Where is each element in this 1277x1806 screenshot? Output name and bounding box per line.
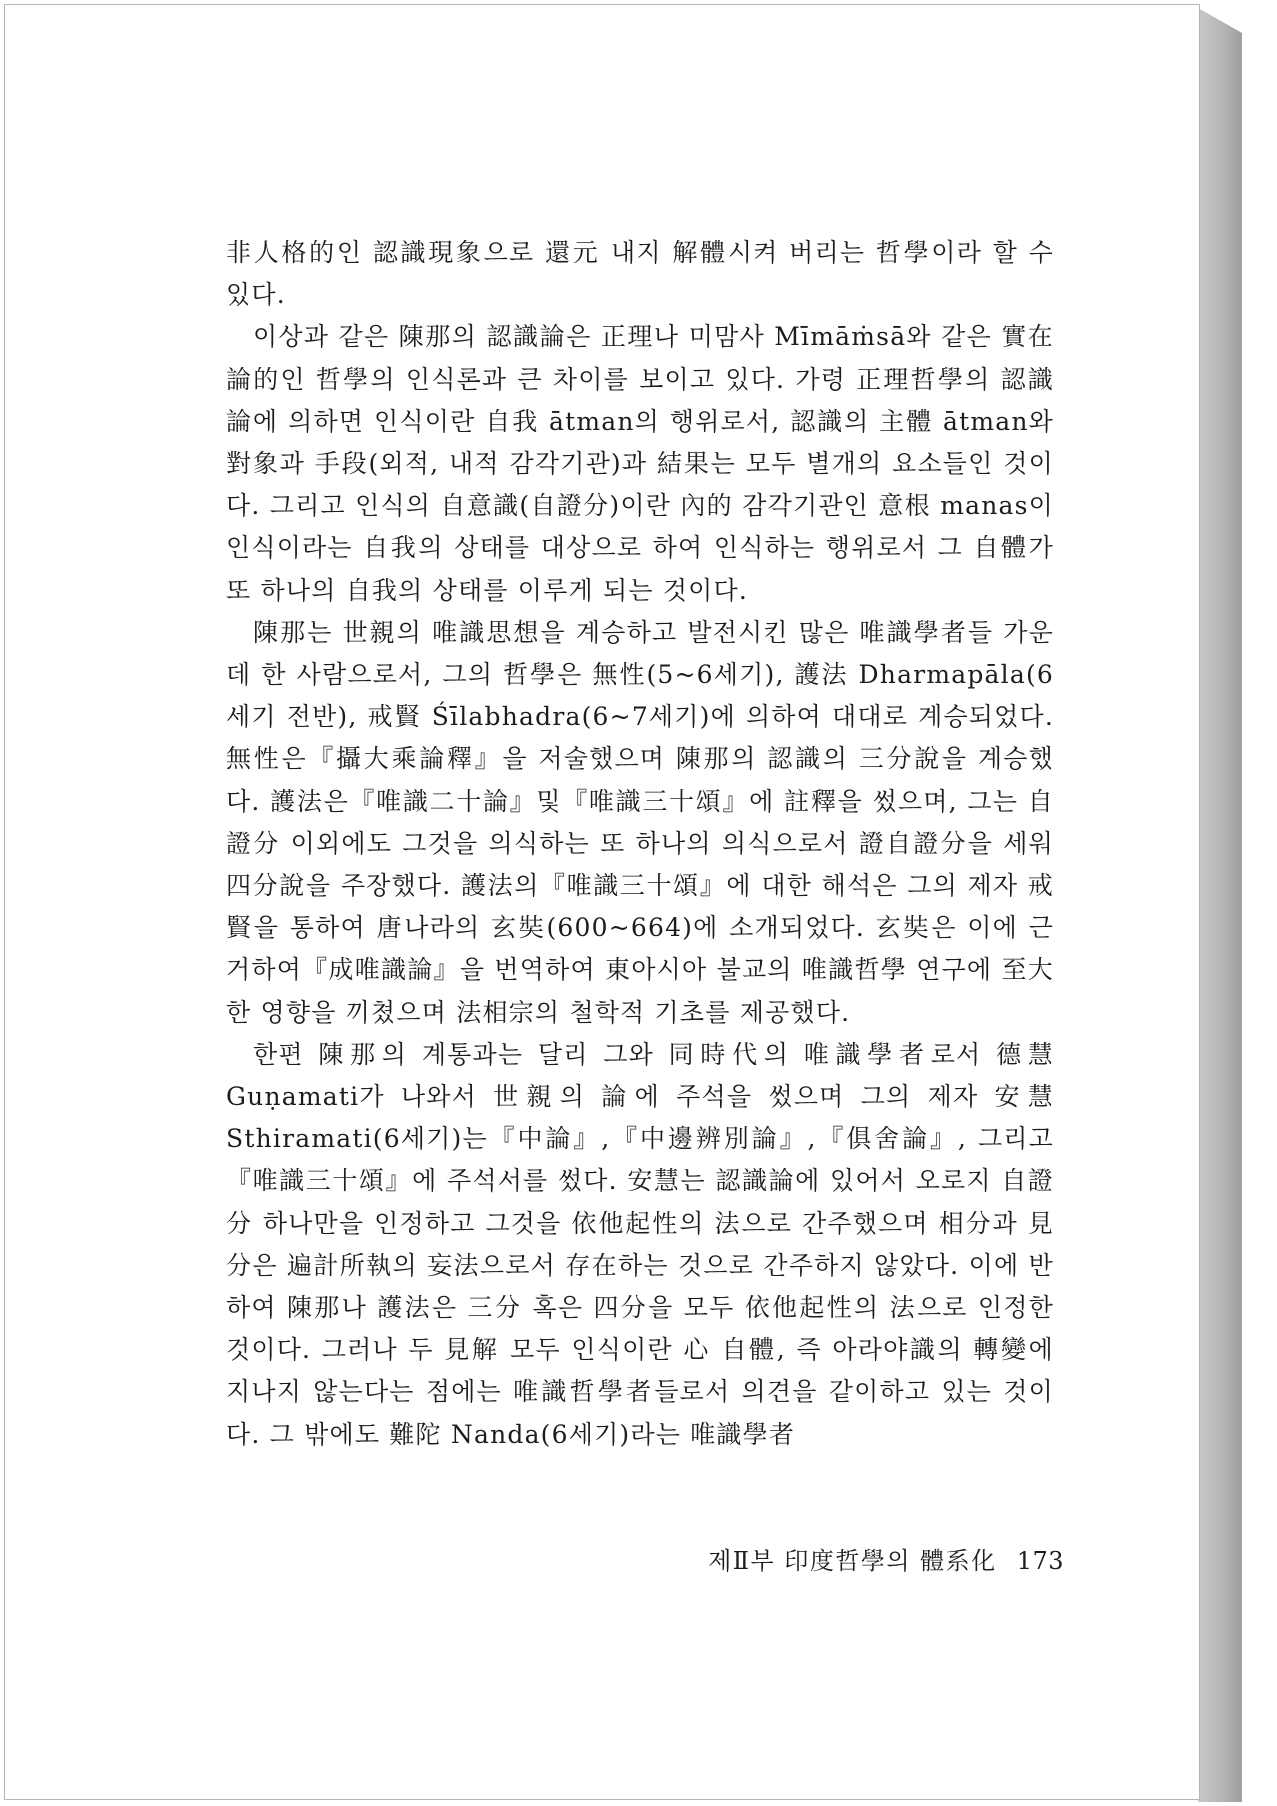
paragraph-sthiramati-school: 한편 陳那의 계통과는 달리 그와 同時代의 唯識學者로서 德慧 Guṇamati가 나와서 世親의 論에 주석을 썼으며 그의 제자 安慧 Sthiramati(6세기)는『中論』,『中邊辨別論』,『俱舍論』, 그리고『唯識三十頌』에 주석서를 썼다. 安慧는 認識論에 있어서 오로지 自證分 하나만을 인정하고 그것을 依他起性의 法으로 간주했으며 相分과 見分은 遍計所執의 妄法으로서 存在하는 것으로 간주하지 않았다. 이에 반하여 陳那나 護法은 三分 혹은 四分을 모두 依他起性의 法으로 인정한 것이다. 그러나 두 見解 모두 인식이란 心 自體, 즉 아라야識의 轉變에 지나지 않는다는 점에는 唯識哲學者들로서 의견을 같이하고 있는 것이다. 그 밖에도 難陀 Nanda(6세기)라는 唯識學者 bbox=[226, 1039, 1054, 1449]
paragraph-yogacara-lineage: 陳那는 世親의 唯識思想을 계승하고 발전시킨 많은 唯識學者들 가운데 한 사람으로서, 그의 哲學은 無性(5~6세기), 護法 Dharmapāla(6세기 전반), 戒賢 Śīlabhadra(6~7세기)에 의하여 대대로 계승되었다. 無性은『攝大乘論釋』을 저술했으며 陳那의 認識의 三分說을 계승했다. 護法은『唯識二十論』및『唯識三十頌』에 註釋을 썼으며, 그는 自證分 이외에도 그것을 의식하는 또 하나의 의식으로서 證自證分을 세워 四分說을 주장했다. 護法의『唯識三十頌』에 대한 해석은 그의 제자 戒賢을 통하여 唐나라의 玄奘(600~664)에 소개되었다. 玄奘은 이에 근거하여『成唯識論』을 번역하여 東아시아 불교의 唯識哲學 연구에 至大한 영향을 끼쳤으며 法相宗의 철학적 기초를 제공했다. bbox=[226, 617, 1054, 1027]
body-text bbox=[226, 232, 1054, 1456]
page-number: 173 bbox=[1016, 1547, 1064, 1575]
running-title: 제Ⅱ부 印度哲學의 體系化 bbox=[708, 1547, 997, 1575]
paragraph-continuation: 非人格的인 認識現象으로 還元 내지 解體시켜 버리는 哲學이라 할 수 있다. bbox=[226, 238, 1054, 310]
page-footer bbox=[676, 1541, 1064, 1576]
paragraph-dignaga-epistemology: 이상과 같은 陳那의 認識論은 正理나 미맘사 Mīmāṁsā와 같은 實在論的인 哲學의 인식론과 큰 차이를 보이고 있다. 가령 正理哲學의 認識論에 의하면 인식이란 自我 ātman의 행위로서, 認識의 主體 ātman와 對象과 手段(외적, 내적 감각기관)과 結果는 모두 별개의 요소들인 것이다. 그리고 인식의 自意識(自證分)이란 內的 감각기관인 意根 manas이 인식이라는 自我의 상태를 대상으로 하여 인식하는 행위로서 그 自體가 또 하나의 自我의 상태를 이루게 되는 것이다. bbox=[226, 322, 1054, 605]
page-edge-shadow bbox=[1198, 8, 1242, 1802]
